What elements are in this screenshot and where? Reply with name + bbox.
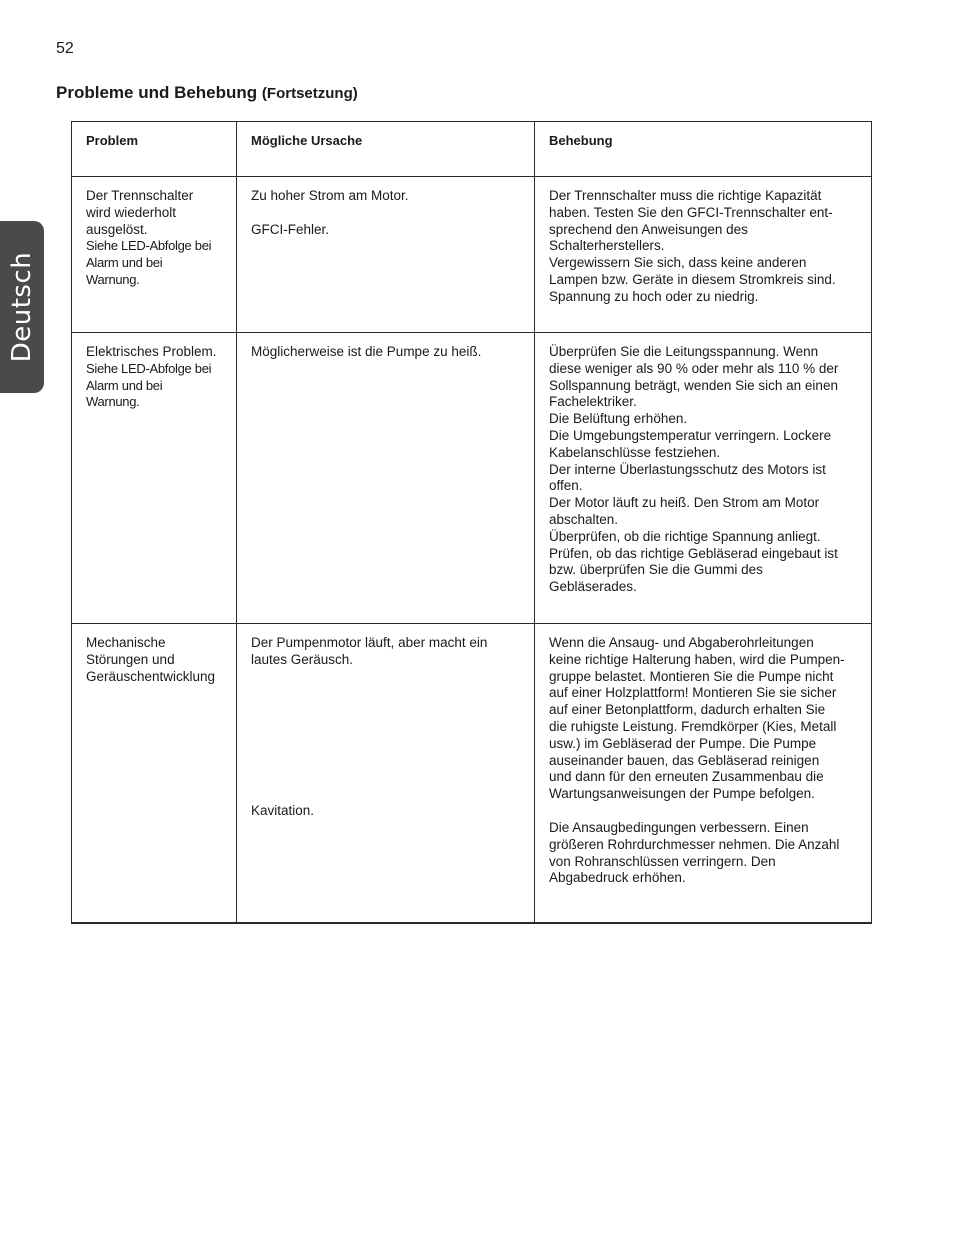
language-tab xyxy=(0,221,44,393)
column-header-fix: Behebung xyxy=(535,122,872,177)
table-row xyxy=(72,177,872,333)
column-header-problem: Problem xyxy=(72,122,237,177)
section-heading xyxy=(56,82,358,105)
troubleshooting-table xyxy=(71,121,872,924)
table-header-row xyxy=(72,122,872,177)
cause-cell: Der Pumpenmotor läuft, aber macht ein lautes Geräusch. Kavitation. xyxy=(237,624,535,923)
section-heading-main: Probleme und Behebung xyxy=(56,83,258,102)
fix-cell: Überprüfen Sie die Leitungsspannung. Wenn diese weniger als 90 % oder mehr als 110 % der Sollspannung beträgt, wenden Sie sich an einen Fachelektriker. Die Belüftung erhöhen. Die Umgebungstemperatur verringern. Lockere Kabelanschlüsse festziehen. Der interne Überlastungsschutz des Motors ist offen. Der Motor läuft zu heiß. Den Strom am Motor abschalten. Überprüfen, ob die richtige Spannung anliegt. Prüfen, ob das richtige Gebläserad eingebaut ist bzw. überprüfen Sie die Gummi des Gebläserades. xyxy=(535,333,872,624)
fix-cell: Der Trennschalter muss die richtige Kapazität haben. Testen Sie den GFCI-Trennschalter ent- sprechend den Anweisungen des Schalterherstellers. Vergewissern Sie sich, dass keine anderen Lampen bzw. Geräte in diesem Stromkreis sind. Spannung zu hoch oder zu niedrig. xyxy=(535,177,872,333)
section-heading-sub: (Fortsetzung) xyxy=(261,85,358,102)
column-header-cause: Mögliche Ursache xyxy=(237,122,535,177)
problem-cell: Mechanische Störungen und Geräuschentwicklung xyxy=(72,624,237,923)
problem-cell: Elektrisches Problem. Siehe LED-Abfolge bei Alarm und bei Warnung. xyxy=(72,333,237,624)
language-tab-label: Deutsch xyxy=(7,251,37,363)
cause-cell: Möglicherweise ist die Pumpe zu heiß. xyxy=(237,333,535,624)
problem-cell: Der Trennschalter wird wiederholt ausgelöst. Siehe LED-Abfolge bei Alarm und bei Warnung. xyxy=(72,177,237,333)
table-row xyxy=(72,624,872,923)
fix-cell: Wenn die Ansaug- und Abgaberohrleitungen keine richtige Halterung haben, wird die Pumpen- gruppe belastet. Montieren Sie die Pumpe nicht auf einer Holzplattform! Montieren Sie sie sicher auf einer Betonplattform, dadurch erhalten Sie die ruhigste Leistung. Fremdkörper (Kies, Metall usw.) im Gebläserad der Pumpe. Die Pumpe auseinander bauen, das Gebläserad reinigen und dann für den erneuten Zusammenbau die Wartungsanweisungen der Pumpe befolgen. Die Ansaugbedingungen verbessern. Einen größeren Rohrdurchmesser nehmen. Die Anzahl von Rohranschlüssen verringern. Den Abgabedruck erhöhen. xyxy=(535,624,872,923)
page-number: 52 xyxy=(56,40,74,57)
cause-cell: Zu hoher Strom am Motor. GFCI-Fehler. xyxy=(237,177,535,333)
table-row xyxy=(72,333,872,624)
